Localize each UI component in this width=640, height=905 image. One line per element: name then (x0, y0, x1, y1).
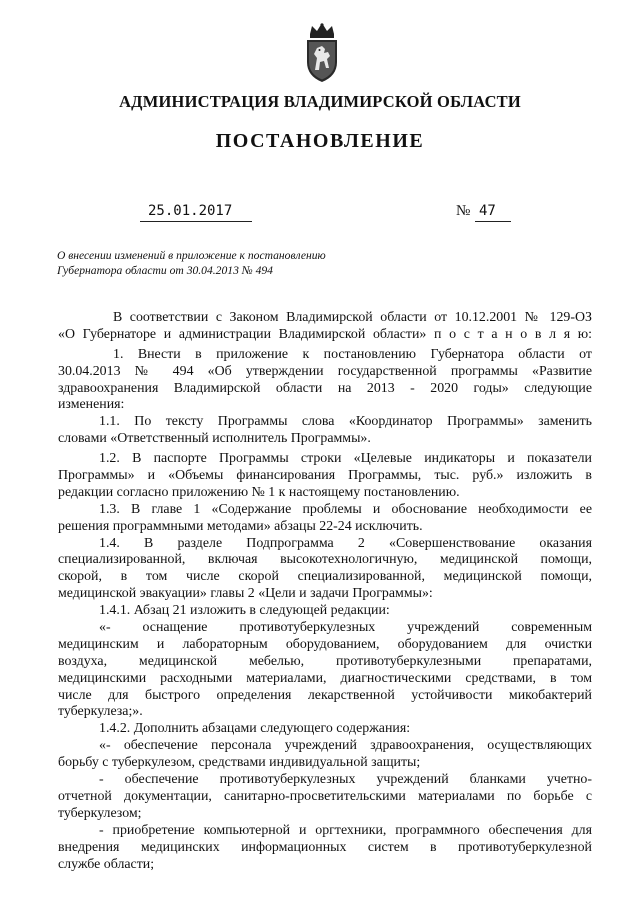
body-line: - приобретение компьютерной и оргтехники, программного обеспечения для (99, 822, 592, 838)
body-line: «О Губернаторе и администрации Владимирской области» п о с т а н о в л я ю: (58, 326, 592, 342)
body-line: службе области; (58, 856, 155, 872)
body-line: Программы» и «Объемы финансирования Программы, тыс. руб.» изложить в (58, 468, 592, 484)
body-line: 30.04.2013 № 494 «Об утверждении государственной программы «Развитие (58, 363, 592, 379)
body-line: редакции согласно приложению № 1 к настоящему постановлению. (58, 484, 460, 500)
body-line: изменения: (58, 397, 125, 413)
body-line: В соответствии с Законом Владимирской области от 10.12.2001 № 129-ОЗ (113, 310, 592, 325)
subject-line: Губернатора области от 30.04.2013 № 494 (57, 263, 273, 277)
body-line: числе для быстрого определения лекарственной устойчивости микобактерий (58, 687, 592, 703)
number-underline (475, 221, 511, 222)
body-line: туберкулезом; (58, 805, 142, 821)
body-line: туберкулеза;». (58, 704, 143, 720)
body-line: 1. Внести в приложение к постановлению Губернатора области от (113, 346, 592, 362)
body-line: 1.4. В разделе Подпрограмма 2 «Совершенствование оказания (99, 535, 592, 551)
body-line: специализированной, включая высокотехнологичную, медицинской помощи, (58, 552, 592, 568)
coat-of-arms-icon (300, 22, 344, 84)
body-line: медицинскими расходными материалами, диагностическими средствами, в том (58, 670, 592, 686)
body-line: медицинским и лабораторным оборудованием, оборудованием для очистки (58, 636, 592, 652)
body-line: борьбу с туберкулезом, средствами индивидуальной защиты; (58, 755, 421, 771)
body-line: медицинской эвакуации» главы 2 «Цели и задачи Программы»: (58, 586, 433, 602)
document-type-title: ПОСТАНОВЛЕНИЕ (215, 130, 425, 152)
organization-title: АДМИНИСТРАЦИЯ ВЛАДИМИРСКОЙ ОБЛАСТИ (119, 92, 521, 111)
body-line: здравоохранения Владимирской области на 2013 - 2020 годы» следующие (58, 380, 592, 396)
body-line: внедрения медицинских информационных систем в противотуберкулезной (58, 839, 592, 855)
body-line: 1.3. В главе 1 «Содержание проблемы и обоснование необходимости ее (99, 501, 592, 517)
body-line: - обеспечение противотуберкулезных учреждений бланками учетно- (99, 772, 592, 788)
document-body (58, 310, 592, 873)
body-line: «- обеспечение персонала учреждений здравоохранения, осуществляющих (99, 738, 592, 754)
body-line: словами «Ответственный исполнитель Программы». (58, 431, 371, 447)
subject-line: О внесении изменений в приложение к постановлению (57, 249, 326, 262)
document-number-label: № (456, 203, 471, 219)
document-number: 47 (479, 203, 496, 219)
body-line: отчетной документации, санитарно-просветительскими материалами по борьбе с (58, 788, 592, 804)
body-line: 1.4.1. Абзац 21 изложить в следующей редакции: (99, 603, 390, 619)
body-line: скорой, в том числе скорой специализированной, медицинской помощи, (58, 569, 592, 585)
body-line: «- оснащение противотуберкулезных учреждений современным (99, 620, 592, 636)
document-subject (57, 249, 417, 278)
body-line: 1.4.2. Дополнить абзацами следующего содержания: (99, 721, 411, 737)
date-underline (140, 221, 252, 222)
body-line: 1.2. В паспорте Программы строки «Целевые индикаторы и показатели (99, 451, 592, 467)
body-line: решения программными методами» абзацы 22-24 исключить. (58, 518, 423, 534)
body-line: 1.1. По тексту Программы слова «Координатор Программы» заменить (99, 414, 592, 430)
document-date: 25.01.2017 (148, 203, 233, 219)
body-line: воздуха, медицинской мебелью, противотуберкулезными препаратами, (58, 653, 592, 669)
